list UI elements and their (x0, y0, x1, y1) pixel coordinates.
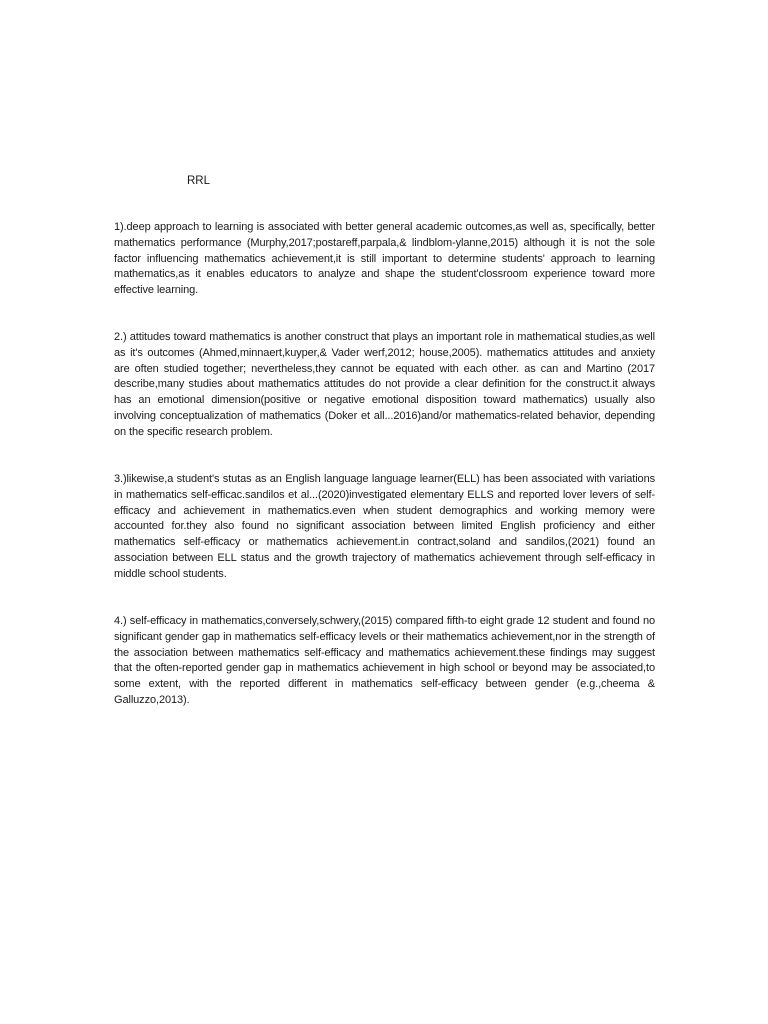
paragraph-2: 2.) attitudes toward mathematics is another construct that plays an important role in mathematical studies,as well as it's outcomes (Ahmed,minnaert,kuyper,& Vader werf,2012; house,2005). mathematics attitudes and anxiety are often studied together; nevertheless,they cannot be equated with each other. as can and Martino (2017 describe,many studies about mathematics attitudes do not provide a clear definition for the construct.it always has an emotional dimension(positive or negative emotional disposition toward mathematics) usually also involving conceptualization of mathematics (Doker et all...2016)and/or mathematics-related behavior, depending on the specific research problem. (114, 331, 655, 438)
paragraph-1: 1).deep approach to learning is associated with better general academic outcomes,as well as, specifically, better mathematics performance (Murphy,2017;postareff,parpala,& lindblom-ylanne,2015) although it is not the sole factor influencing mathematics achievement,it is still important to determine students' approach to learning mathematics,as it enables educators to analyze and shape the student'clossroom experience toward more effective learning. (114, 221, 655, 297)
document-title: RRL (187, 175, 211, 187)
paragraph-3: 3.)likewise,a student's stutas as an English language language learner(ELL) has been associated with variations in mathematics self-efficac.sandilos et al...(2020)investigated elementary ELLS and reported lover levers of self-efficacy and achievement in mathematics.even when student demographics and working memory were accounted for.they also found no significant association between limited English proficiency and either mathematics self-efficacy or mathematics achievement.in contract,soland and sandilos,(2021) found an association between ELL status and the growth trajectory of mathematics achievement through self-efficacy in middle school students. (114, 473, 655, 580)
paragraph-4: 4.) self-efficacy in mathematics,conversely,schwery,(2015) compared fifth-to eight grade 12 student and found no significant gender gap in mathematics self-efficacy levels or their mathematics achievement,nor in the strength of the association between mathematics self-efficacy and mathematics achievement.these findings may suggest that the often-reported gender gap in mathematics achievement in high school or beyond may be associated,to some extent, with the reported different in mathematics self-efficacy between gender (e.g.,cheema & Galluzzo,2013). (114, 615, 655, 706)
